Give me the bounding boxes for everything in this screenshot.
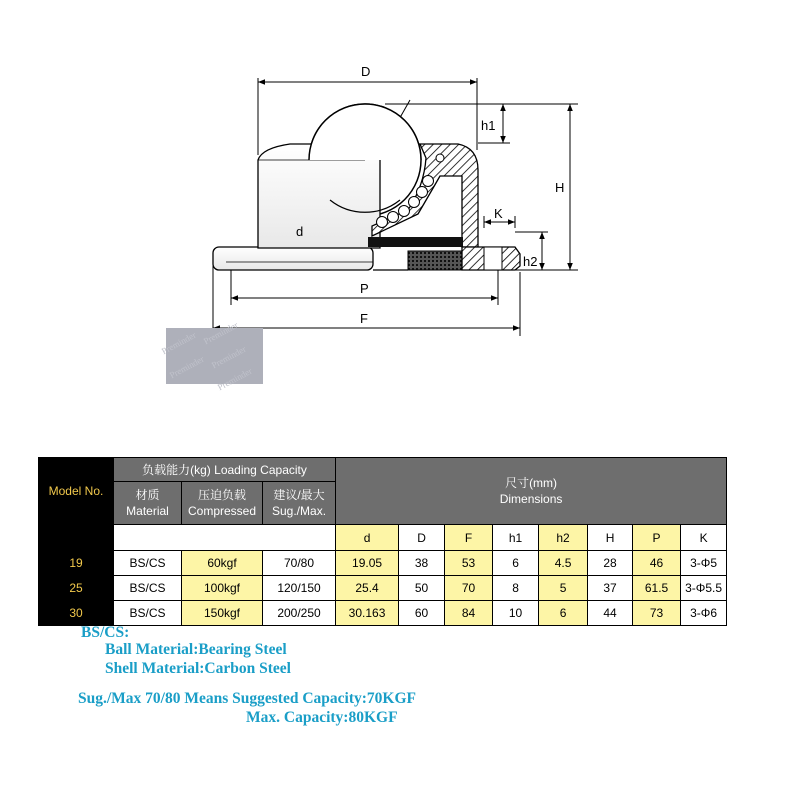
col-F: F	[445, 525, 493, 551]
dim-column-headers	[39, 525, 727, 551]
label-D: D	[361, 64, 371, 79]
col-h2: h2	[539, 525, 588, 551]
spec-table	[38, 457, 727, 626]
loading-capacity-header: 负载能力(kg) Loading Capacity	[114, 458, 336, 482]
table-row: 30 BS/CS 150kgf 200/250 30.163 60 84 10 6 44 73 3-Φ6	[39, 601, 727, 626]
model-header: Model No.	[39, 458, 114, 525]
label-P: P	[360, 281, 369, 296]
base-plate	[368, 237, 463, 247]
col-P: P	[633, 525, 681, 551]
col-d: d	[336, 525, 399, 551]
col-h1: h1	[493, 525, 539, 551]
label-H: H	[555, 180, 565, 195]
dimensions-header: 尺寸(mm) Dimensions	[336, 458, 727, 525]
flange-left	[213, 247, 373, 270]
col-K: K	[681, 525, 727, 551]
label-F: F	[360, 311, 368, 326]
sug-max-header: 建议/最大 Sug./Max.	[263, 482, 336, 525]
note-max-capacity: Max. Capacity:80KGF	[246, 709, 398, 726]
material-header: 材质 Material	[114, 482, 182, 525]
table-row: 25 BS/CS 100kgf 120/150 25.4 50 70 8 5 37 61.5 3-Φ5.5	[39, 576, 727, 601]
compressed-header: 压迫负载 Compressed	[182, 482, 263, 525]
col-D: D	[399, 525, 445, 551]
label-h1: h1	[481, 118, 496, 133]
note-bs-cs: BS/CS:	[81, 624, 130, 641]
watermark-stamp: Preminder Preminder Preminder Preminder Preminder	[166, 328, 263, 384]
col-H: H	[588, 525, 633, 551]
note-sug-capacity: Sug./Max 70/80 Means Suggested Capacity:70KGF	[78, 690, 416, 707]
base-knurl	[408, 251, 464, 270]
label-K: K	[494, 206, 503, 221]
table-row: 19 BS/CS 60kgf 70/80 19.05 38 53 6 4.5 28 46 3-Φ5	[39, 551, 727, 576]
label-d: d	[296, 224, 304, 239]
note-shell-material: Shell Material:Carbon Steel	[105, 660, 291, 677]
note-ball-material: Ball Material:Bearing Steel	[105, 641, 287, 658]
label-h2: h2	[523, 254, 538, 269]
mount-hole	[484, 247, 502, 270]
